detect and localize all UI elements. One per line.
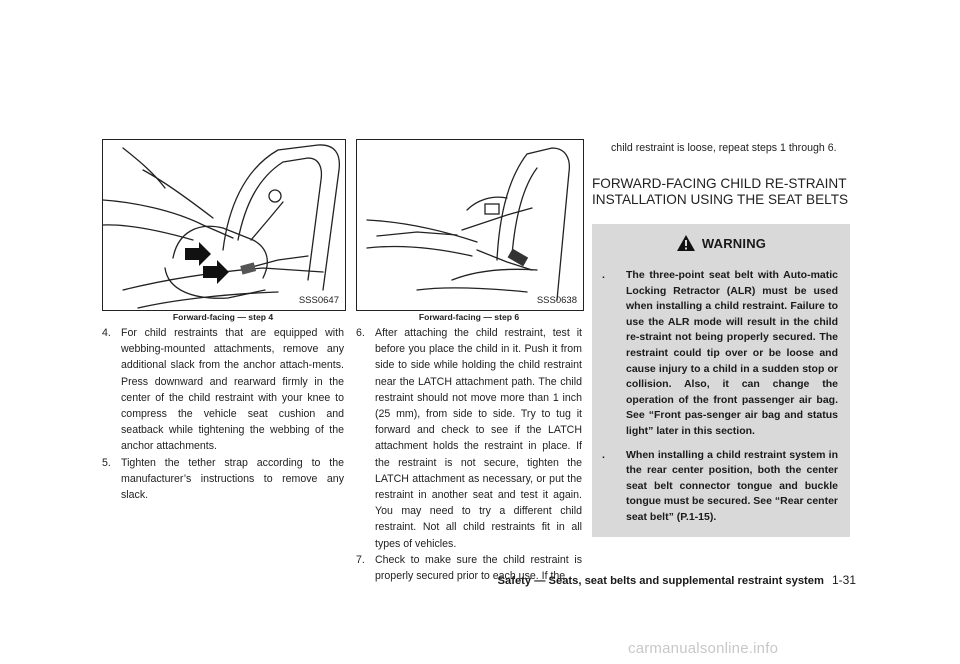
step6-illustration: [357, 140, 583, 310]
warning-item: [600, 448, 838, 526]
warning-triangle-icon: [676, 234, 696, 255]
step-4: [102, 325, 344, 455]
warning-header: [592, 234, 850, 255]
step-number: 5.: [102, 456, 111, 469]
step-7-continuation: [611, 140, 851, 156]
continuation-text: child restraint is loose, repeat steps 1 through 6.: [611, 142, 837, 154]
bullet: .: [602, 269, 605, 281]
page-number: 1-31: [831, 573, 856, 587]
step-6: [356, 325, 582, 552]
figure-code: SSS0647: [298, 295, 339, 306]
steps-column-2: [356, 325, 582, 584]
step-text: For child restraints that are equipped with webbing-mounted attachments, remove any additional slack from the anchor attach-ments. Press downward and rearward firmly in the center of the child restraint with your knee to compress the vehicle seat cushion and seatback while tightening the webbing of the anchor attachments.: [121, 327, 344, 453]
warning-box: [592, 224, 850, 537]
step-number: 6.: [356, 327, 365, 339]
step-number: 4.: [102, 327, 111, 339]
figure-caption: Forward-facing — step 4: [172, 312, 274, 322]
warning-item-text: When installing a child restraint system in the rear center position, both the center seat belt connector tongue and buckle tongue must be secured. See “Rear center seat belt” (P.1-15).: [626, 448, 838, 523]
warning-item: [600, 268, 838, 440]
page-footer: [494, 573, 856, 587]
figure-step-4: [102, 139, 346, 311]
steps-column-1: [102, 325, 344, 503]
figure-caption: Forward-facing — step 6: [418, 312, 520, 322]
step4-illustration: [103, 140, 345, 310]
step-5: [102, 455, 344, 504]
step-text: Check to make sure the child restraint is properly secured prior to each use. If the: [375, 553, 582, 583]
figure-code: SSS0638: [536, 295, 577, 306]
warning-item-text: The three-point seat belt with Auto-matic Locking Retractor (ALR) must be used when installing a child restraint. Failure to use the ALR mode will result in the child re-straint not being properly secured. The restraint could tip over or be loose and cause injury to a child in a sudden stop or collision. Also, it can change the operation of the front passenger air bag. See “Front pas-senger air bag and status light” later in this section.: [626, 269, 838, 437]
step-text: Tighten the tether strap according to the manufacturer’s instructions to remove any slack.: [121, 456, 344, 502]
section-heading: FORWARD-FACING CHILD RE-STRAINT INSTALLATION USING THE SEAT BELTS: [592, 176, 849, 207]
step-number: 7.: [356, 553, 365, 566]
figure-step-6: [356, 139, 584, 311]
step-text: After attaching the child restraint, test it before you place the child in it. Push it from side to side while holding the child restraint near the LATCH attachment path. The child restraint should not move more than 1 inch (25 mm), from side to side. Try to tug it forward and check to see if the LATCH attachment holds the restraint in place. If the restraint is not secure, tighten the LATCH attachment as necessary, or put the restraint in another seat and test it again. You may need to try a different child restraint. Not all child restraints fit in all types of vehicles.: [375, 327, 582, 550]
footer-section: Safety — Seats, seat belts and supplemental restraint system: [497, 575, 824, 587]
warning-title: WARNING: [701, 236, 767, 251]
warning-list: [600, 268, 838, 534]
watermark: carmanualsonline.info: [628, 640, 779, 657]
bullet: .: [602, 448, 605, 461]
